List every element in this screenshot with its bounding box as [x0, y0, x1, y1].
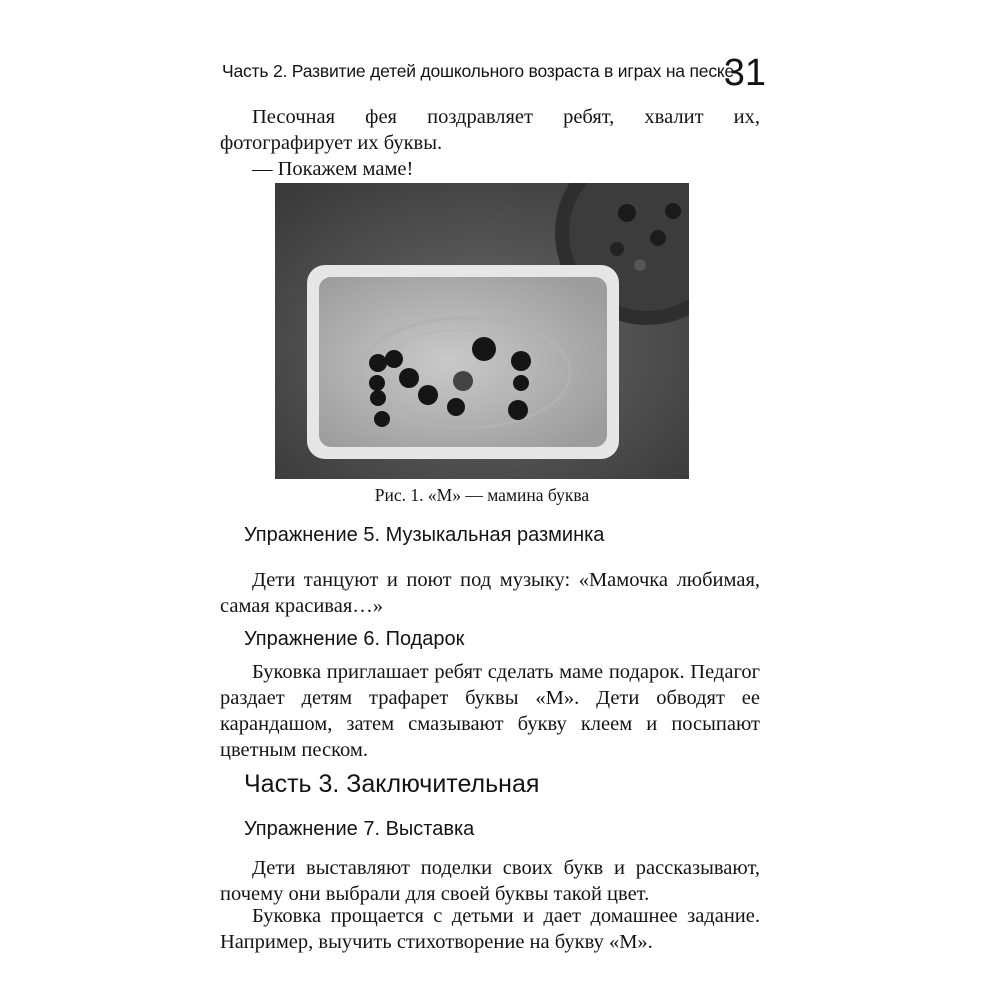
heading-exercise-5: Упражнение 5. Музыкальная разминка — [244, 524, 605, 546]
running-header — [222, 52, 770, 94]
paragraph-exercise-6: Буковка приглашает ребят сделать маме подарок. Педагог раздает детям трафарет буквы «М». Дети обводят ее карандашом, затем смазывают букву клеем и посыпают цветным песком. — [220, 661, 760, 761]
sand-tray-illustration — [275, 183, 689, 479]
paragraph-show-mom: — Покажем маме! — [252, 158, 414, 180]
figure-photo-sand-letter-m — [275, 183, 689, 479]
sand-tray — [307, 265, 619, 459]
paragraph-exercise-7: Дети выставляют поделки своих букв и рассказывают, почему они выбрали для своей буквы такой цвет. — [220, 857, 760, 905]
heading-part-3: Часть 3. Заключительная — [244, 770, 540, 798]
heading-exercise-7: Упражнение 7. Выставка — [244, 818, 475, 840]
paragraph-sand-fairy: Песочная фея поздравляет ребят, хвалит их, фотографирует их буквы. — [220, 106, 760, 154]
running-title: Часть 2. Развитие детей дошкольного возраста в играх на песке — [222, 61, 735, 81]
page-number: 31 — [723, 52, 766, 94]
paragraph-homework: Буковка прощается с детьми и дает домашнее задание. Например, выучить стихотворение на букву «М». — [220, 905, 760, 953]
figure-caption: Рис. 1. «М» — мамина буква — [374, 485, 590, 505]
paragraph-exercise-5: Дети танцуют и поют под музыку: «Мамочка любимая, самая красивая…» — [220, 569, 760, 617]
heading-exercise-6: Упражнение 6. Подарок — [244, 628, 465, 650]
